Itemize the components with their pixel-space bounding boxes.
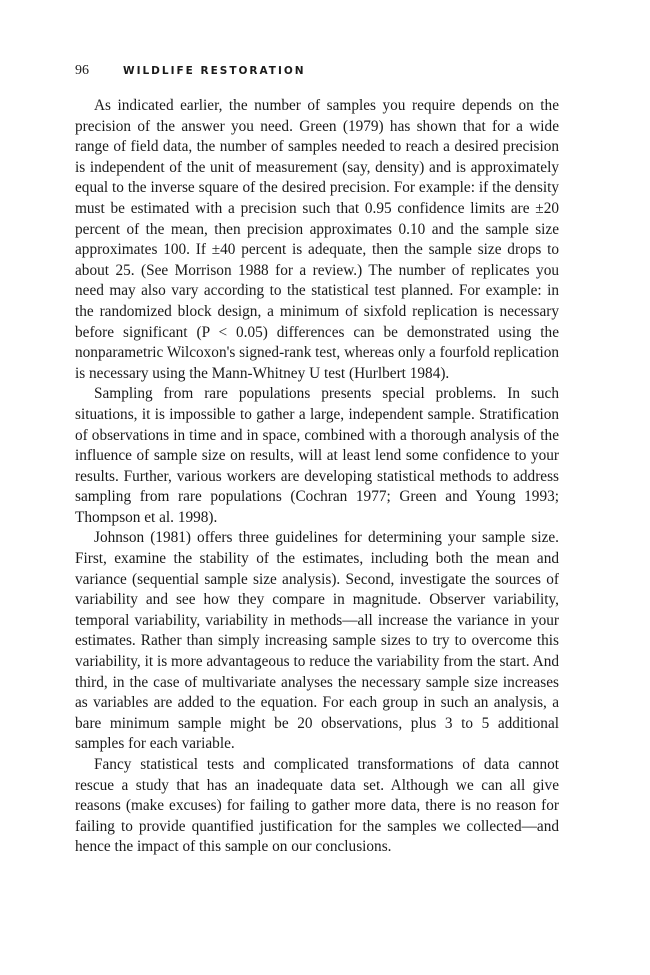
page-number: 96 (75, 63, 89, 78)
running-title: WILDLIFE RESTORATION (123, 65, 306, 77)
paragraph-sample-precision: As indicated earlier, the number of samples you require depends on the precision of the answer you need. Green (1979) has shown that for a wide range of field data, the number of samples needed to reach a desired precision is independent of the unit of measurement (say, density) and is approximately equal to the inverse square of the desired precision. For example: if the density must be estimated with a precision such that 0.95 confidence limits are ±20 percent of the mean, then precision approximates 0.10 and the sample size approximates 100. If ±40 percent is adequate, then the sample size drops to about 25. (See Morrison 1988 for a review.) The number of replicates you need may also vary according to the statistical test planned. For example: in the randomized block design, a minimum of sixfold replication is necessary before significant (P < 0.05) differences can be demonstrated using the nonparametric Wilcoxon's signed-rank test, whereas only a fourfold replication is necessary using the Mann-Whitney U test (Hurlbert 1984). (75, 97, 559, 382)
running-head (75, 60, 306, 80)
body-text (75, 96, 559, 858)
paragraph-johnson-guidelines: Johnson (1981) offers three guidelines for determining your sample size. First, examine the stability of the estimates, including both the mean and variance (sequential sample size analysis). Second, investigate the sources of variability and see how they compare in magnitude. Observer variability, temporal variability, variability in methods—all increase the variance in your estimates. Rather than simply increasing sample sizes to try to overcome this variability, it is more advantageous to reduce the variability from the start. And third, in the case of multivariate analyses the necessary sample size increases as variables are added to the equation. For each group in such an analysis, a bare minimum sample might be 20 observations, plus 3 to 5 additional samples for each variable. (75, 529, 559, 753)
paragraph-rare-populations: Sampling from rare populations presents special problems. In such situations, it is impossible to gather a large, independent sample. Stratification of observations in time and in space, combined with a thorough analysis of the influence of sample size on results, will at least lend some confidence to your results. Further, various workers are developing statistical methods to address sampling from rare populations (Cochran 1977; Green and Young 1993; Thompson et al. 1998). (75, 385, 559, 526)
paragraph-inadequate-data: Fancy statistical tests and complicated transformations of data cannot rescue a study that has an inadequate data set. Although we can all give reasons (make excuses) for failing to gather more data, there is no reason for failing to provide quantified justification for the samples we collected—and hence the impact of this sample on our conclusions. (75, 756, 559, 856)
